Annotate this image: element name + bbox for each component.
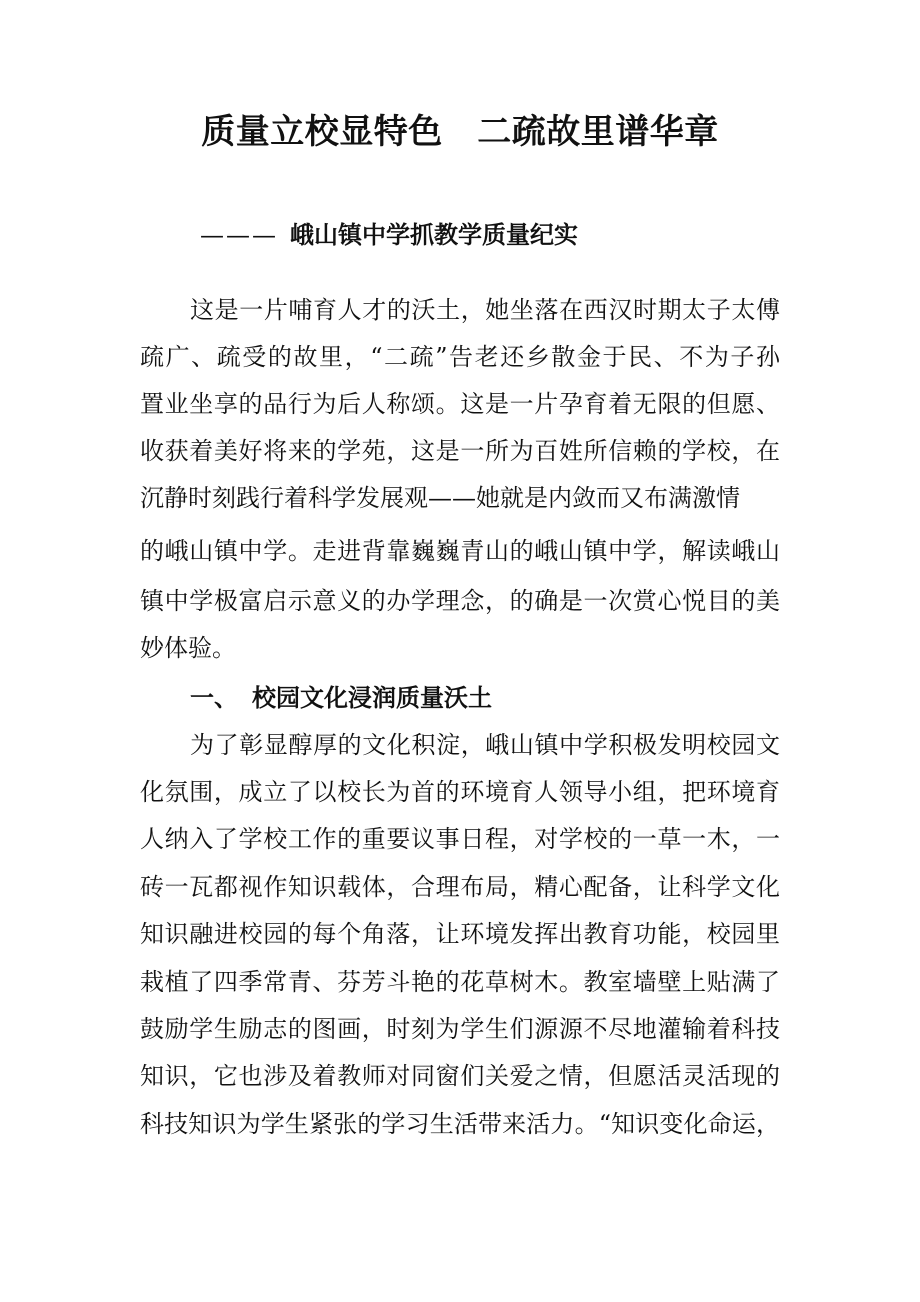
subtitle-text: 峨山镇中学抓教学质量纪实 (290, 220, 578, 249)
section-title: 校园文化浸润质量沃土 (252, 683, 492, 712)
paragraph1-line: 的峨山镇中学。走进背靠巍巍青山的峨山镇中学，解读峨山 (140, 537, 780, 565)
paragraph2-line: 知识融进校园的每个角落，让环境发挥出教育功能，校园里 (140, 920, 780, 948)
paragraph1-line: 妙体验。 (140, 634, 236, 662)
paragraph1-line: 这是一片哺育人才的沃土，她坐落在西汉时期太子太傅 (190, 296, 780, 324)
paragraph2-line: 人纳入了学校工作的重要议事日程，对学校的一草一木，一 (140, 825, 780, 853)
paragraph1-line: 沉静时刻践行着科学发展观——她就是内敛而又布满激情 (140, 484, 740, 512)
paragraph2-line: 化氛围，成立了以校长为首的环境育人领导小组，把环境育 (140, 778, 780, 806)
paragraph1-line: 收获着美好将来的学苑，这是一所为百姓所信赖的学校，在 (140, 437, 780, 465)
paragraph2-line: 栽植了四季常青、芬芳斗艳的花草树木。教室墙壁上贴满了 (140, 968, 780, 996)
paragraph2-line: 科技知识为学生紧张的学习生活带来活力。“知识变化命运， (140, 1110, 780, 1138)
paragraph2-line: 知识，它也涉及着教师对同窗们关爱之情，但愿活灵活现的 (140, 1062, 780, 1090)
subtitle-dash: ——— (200, 221, 278, 249)
document-title: 质量立校显特色 二疏故里谱华章 (201, 112, 719, 152)
section-number: 一、 (190, 683, 238, 712)
paragraph1-line: 置业坐享的品行为后人称颂。这是一片孕育着无限的但愿、 (140, 390, 780, 418)
paragraph2-line: 砖一瓦都视作知识载体，合理布局，精心配备，让科学文化 (140, 873, 780, 901)
paragraph2-line: 鼓励学生励志的图画，时刻为学生们源源不尽地灌输着科技 (140, 1015, 780, 1043)
section-heading (190, 675, 492, 721)
document-subtitle (200, 217, 578, 253)
paragraph1-line: 镇中学极富启示意义的办学理念，的确是一次赏心悦目的美 (140, 587, 780, 615)
paragraph2-line: 为了彰显醇厚的文化积淀，峨山镇中学积极发明校园文 (190, 731, 780, 759)
paragraph1-line: 疏广、疏受的故里，“二疏”告老还乡散金于民、不为子孙 (140, 343, 780, 371)
